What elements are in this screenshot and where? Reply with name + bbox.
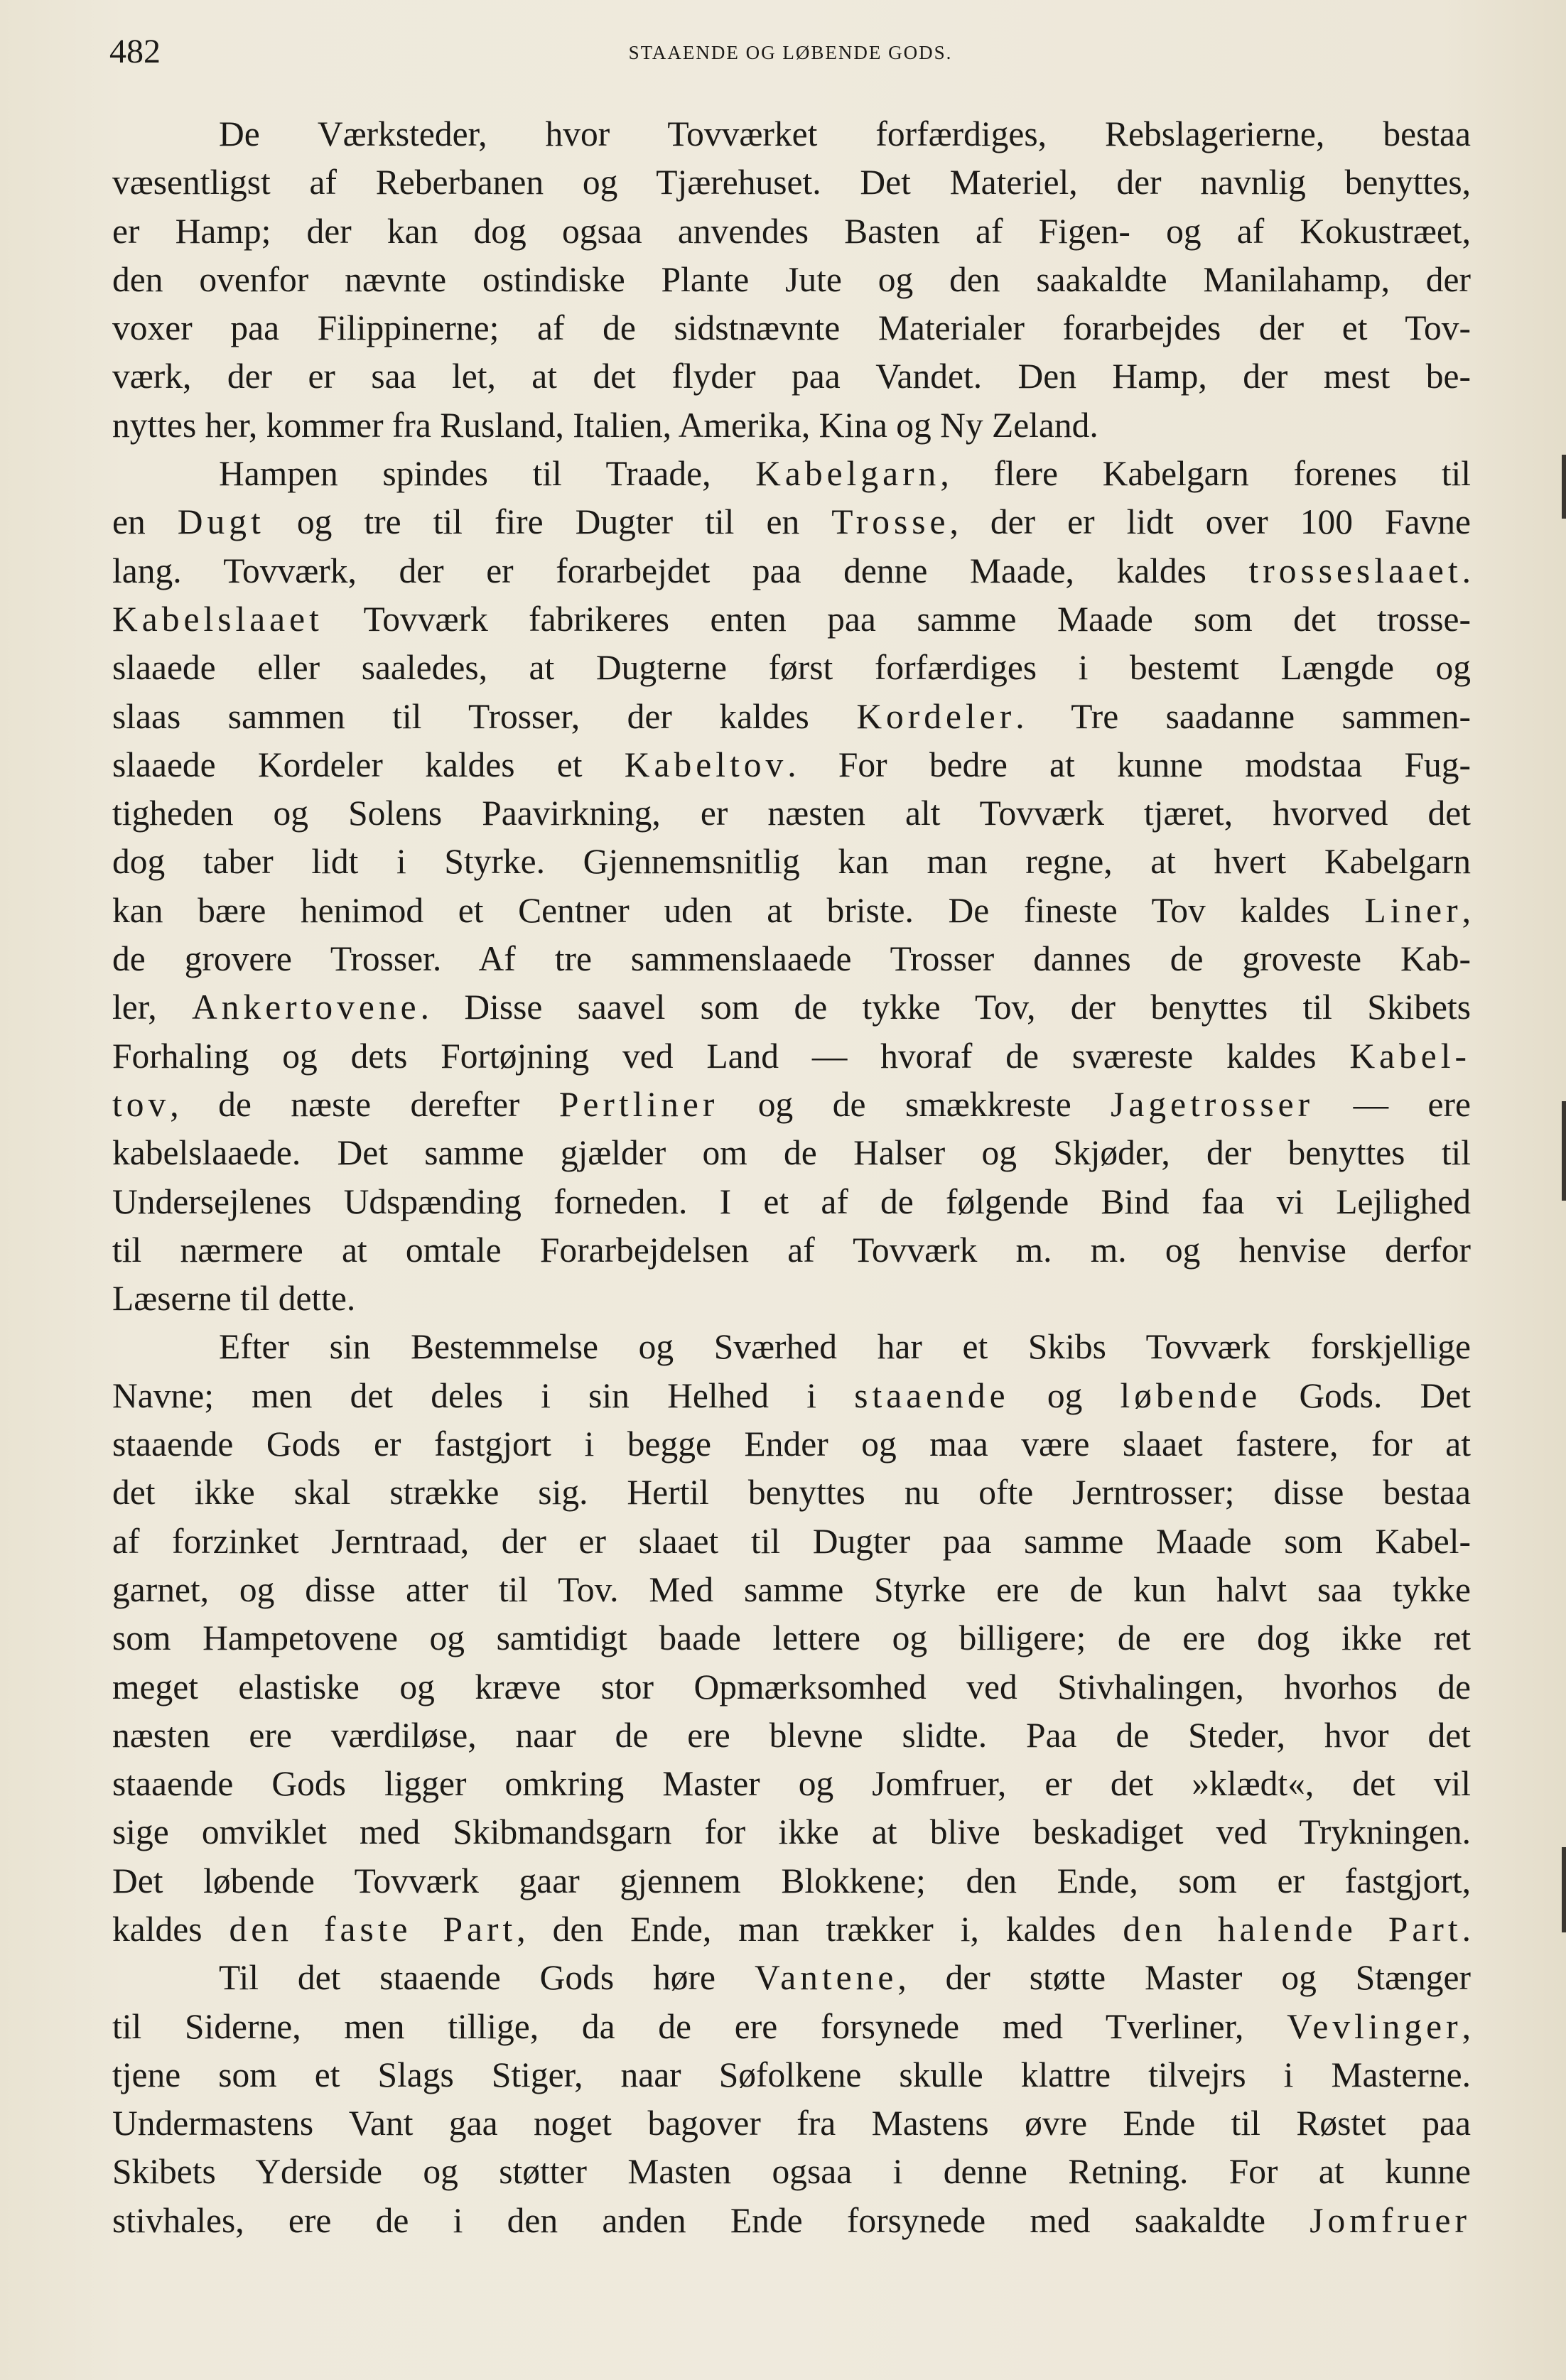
text-line xyxy=(112,352,1471,401)
paragraph xyxy=(112,1323,1471,1954)
text-run: stivhales, ere de i den anden Ende forsynede med saakaldte xyxy=(112,2200,1310,2240)
text-line xyxy=(112,207,1471,256)
text-line xyxy=(112,1663,1471,1711)
spaced-term: Kabelslaaet xyxy=(112,599,323,639)
spaced-term: den halende Part xyxy=(1123,1909,1462,1949)
text-run: Skibets Yderside og støtter Masten ogsaa i denne Retning. For at kunne xyxy=(112,2152,1471,2192)
text-run: den ovenfor nævnte ostindiske Plante Jute og den saakaldte Manilahamp, der xyxy=(112,259,1471,299)
text-run: Tovværk fabrikeres enten paa samme Maade som det trosse- xyxy=(323,599,1471,639)
spaced-term: staaende xyxy=(854,1375,1010,1415)
text-line xyxy=(112,1614,1471,1662)
text-run: Navne; men det deles i sin Helhed i xyxy=(112,1375,855,1415)
text-run: de grovere Trosser. Af tre sammenslaaede Trosser dannes de groveste Kab- xyxy=(112,939,1471,979)
text-run: De Værksteder, hvor Tovværket forfærdiges, Rebslagerierne, bestaa xyxy=(219,114,1471,153)
text-run: kaldes xyxy=(112,1909,230,1949)
text-line xyxy=(112,450,1471,498)
text-line xyxy=(112,595,1471,644)
spaced-term: Kordeler xyxy=(856,696,1016,736)
spaced-term: Vantene xyxy=(754,1958,898,1998)
text-line xyxy=(112,256,1471,304)
text-line xyxy=(112,2003,1471,2051)
text-line xyxy=(112,2051,1471,2099)
text-line xyxy=(112,838,1471,886)
text-line xyxy=(112,1905,1471,1954)
page-header xyxy=(107,27,1474,77)
spaced-term: den faste Part xyxy=(229,1909,517,1949)
page-edge-shadow xyxy=(1562,1847,1566,1932)
text-run: en xyxy=(112,502,178,542)
spaced-term: Ankertovene xyxy=(191,988,421,1027)
text-run: sige omviklet med Skibmandsgarn for ikke at blive beskadiget ved Trykningen. xyxy=(112,1812,1471,1852)
text-line xyxy=(112,1081,1471,1129)
text-run: og de smækkreste xyxy=(718,1084,1111,1124)
text-run: lang. Tovværk, der er forarbejdet paa denne Maade, kaldes xyxy=(112,551,1249,590)
text-line xyxy=(112,110,1471,158)
page-number: 482 xyxy=(109,33,161,70)
text-run: til nærmere at omtale Forarbejdelsen af Tovværk m. m. og henvise derfor xyxy=(112,1230,1471,1270)
text-line xyxy=(112,741,1471,789)
text-run: Undermastens Vant gaa noget bagover fra Mastens øvre Ende til Røstet paa xyxy=(112,2104,1471,2143)
text-run: . xyxy=(1462,551,1471,590)
text-line xyxy=(112,2099,1471,2148)
text-run: , xyxy=(1462,890,1471,930)
text-line xyxy=(112,1372,1471,1420)
text-run: , flere Kabelgarn forenes til xyxy=(940,454,1471,494)
text-run: slaaede eller saaledes, at Dugterne først forfærdiges i bestemt Længde og xyxy=(112,648,1471,688)
text-run: meget elastiske og kræve stor Opmærksomhed ved Stivhalingen, hvorhos de xyxy=(112,1667,1471,1706)
spaced-term: Jomfruer xyxy=(1310,2200,1471,2240)
text-line xyxy=(112,1323,1471,1371)
text-run: . xyxy=(1462,1909,1471,1949)
text-line xyxy=(112,1032,1471,1081)
spaced-term: tov xyxy=(112,1084,171,1124)
text-line xyxy=(112,1226,1471,1275)
text-run: Læserne til dette. xyxy=(112,1279,356,1319)
text-run: og xyxy=(1009,1375,1120,1415)
text-run: Efter sin Bestemmelse og Sværhed har et Skibs Tovværk forskjellige xyxy=(219,1327,1471,1367)
text-line xyxy=(112,693,1471,741)
text-line xyxy=(112,2197,1471,2245)
running-head: STAAENDE OG LØBENDE GODS. xyxy=(628,42,953,63)
spaced-term: Jagetrosser xyxy=(1111,1084,1314,1124)
text-run: , de næste derefter xyxy=(170,1084,559,1124)
text-run: kabelslaaede. Det samme gjælder om de Halser og Skjøder, der benyttes til xyxy=(112,1133,1471,1173)
text-run: det ikke skal strække sig. Hertil benyttes nu ofte Jerntrosser; disse bestaa xyxy=(112,1473,1471,1513)
text-run: tjene som et Slags Stiger, naar Søfolkene skulle klattre tilvejrs i Masterne. xyxy=(112,2055,1471,2094)
text-run: Undersejlenes Udspænding forneden. I et af de følgende Bind faa vi Lejlighed xyxy=(112,1181,1471,1221)
text-run: dog taber lidt i Styrke. Gjennemsnitlig kan man regne, at hvert Kabelgarn xyxy=(112,842,1471,882)
text-run: Det løbende Tovværk gaar gjennem Blokkene; den Ende, som er fastgjort, xyxy=(112,1861,1471,1900)
spaced-term: Kabeltov xyxy=(624,745,788,784)
text-line xyxy=(112,1711,1471,1760)
text-line xyxy=(112,498,1471,546)
spaced-term: Pertliner xyxy=(558,1084,719,1124)
text-run: staaende Gods er fastgjort i begge Ender og maa være slaaet fastere, for at xyxy=(112,1424,1471,1464)
text-run: til Siderne, men tillige, da de ere forsynede med Tverliner, xyxy=(112,2006,1287,2046)
text-run: nyttes her, kommer fra Rusland, Italien, Amerika, Kina og Ny Zeland. xyxy=(112,405,1098,445)
text-line xyxy=(112,1518,1471,1566)
paragraph xyxy=(112,110,1471,450)
spaced-term: trosseslaaet xyxy=(1248,551,1462,590)
text-run: som Hampetovene og samtidigt baade lettere og billigere; de ere dog ikke ret xyxy=(112,1618,1471,1658)
text-run: ler, xyxy=(112,988,192,1027)
spaced-term: Trosse xyxy=(831,502,950,542)
text-line xyxy=(112,1954,1471,2002)
spaced-term: Kabel- xyxy=(1349,1036,1471,1076)
page-edge-shadow xyxy=(1562,1101,1566,1201)
text-line xyxy=(112,401,1471,450)
text-line xyxy=(112,1760,1471,1808)
text-line xyxy=(112,1275,1471,1323)
text-line xyxy=(112,2148,1471,2196)
text-run: , der støtte Master og Stænger xyxy=(897,1958,1471,1998)
text-run: kan bære henimod et Centner uden at briste. De fineste Tov kaldes xyxy=(112,890,1365,930)
spaced-term: Dugt xyxy=(177,502,265,542)
text-run: næsten ere værdiløse, naar de ere blevne slidte. Paa de Steder, hvor det xyxy=(112,1715,1471,1755)
text-run: væsentligst af Reberbanen og Tjærehuset. Det Materiel, der navnlig benyttes, xyxy=(112,163,1471,202)
text-line xyxy=(112,887,1471,935)
text-line xyxy=(112,547,1471,595)
page-edge-shadow xyxy=(1562,455,1566,519)
text-line xyxy=(112,158,1471,207)
text-run: Til det staaende Gods høre xyxy=(219,1958,755,1998)
text-run: garnet, og disse atter til Tov. Med samme Styrke ere de kun halvt saa tykke xyxy=(112,1569,1471,1609)
spaced-term: Liner xyxy=(1364,890,1462,930)
text-run: Hampen spindes til Traade, xyxy=(219,454,756,494)
text-run: — ere xyxy=(1314,1084,1471,1124)
text-line xyxy=(112,1857,1471,1905)
paragraph xyxy=(112,450,1471,1323)
text-line xyxy=(112,1468,1471,1517)
body-text xyxy=(112,110,1471,2245)
text-run: og tre til fire Dugter til en xyxy=(264,502,832,542)
text-run: , der er lidt over 100 Favne xyxy=(949,502,1472,542)
text-run: tigheden og Solens Paavirkning, er næsten alt Tovværk tjæret, hvorved det xyxy=(112,794,1471,833)
text-run: . For bedre at kunne modstaa Fug- xyxy=(787,745,1471,784)
spaced-term: Vevlinger xyxy=(1287,2006,1462,2046)
text-line xyxy=(112,644,1471,692)
text-run: er Hamp; der kan dog ogsaa anvendes Basten af Figen- og af Kokustræet, xyxy=(112,211,1471,251)
text-run: staaende Gods ligger omkring Master og Jomfruer, er det »klædt«, det vil xyxy=(112,1764,1471,1804)
text-line xyxy=(112,1178,1471,1226)
spaced-term: Kabelgarn xyxy=(755,454,941,494)
spaced-term: løbende xyxy=(1120,1375,1262,1415)
text-run: værk, der er saa let, at det flyder paa Vandet. Den Hamp, der mest be- xyxy=(112,357,1471,396)
text-run: Forhaling og dets Fortøjning ved Land — hvoraf de sværeste kaldes xyxy=(112,1036,1350,1076)
text-line xyxy=(112,789,1471,838)
text-line xyxy=(112,1566,1471,1614)
text-run: . Tre saadanne sammen- xyxy=(1015,696,1471,736)
text-line xyxy=(112,1129,1471,1177)
text-line xyxy=(112,935,1471,983)
text-run: slaas sammen til Trosser, der kaldes xyxy=(112,696,857,736)
text-run: Gods. Det xyxy=(1261,1375,1472,1415)
text-line xyxy=(112,1420,1471,1468)
text-line xyxy=(112,1808,1471,1856)
text-run: , xyxy=(1462,2006,1471,2046)
text-run: af forzinket Jerntraad, der er slaaet til Dugter paa samme Maade som Kabel- xyxy=(112,1521,1471,1561)
text-run: , den Ende, man trækker i, kaldes xyxy=(517,1909,1123,1949)
text-line xyxy=(112,983,1471,1032)
text-line xyxy=(112,304,1471,352)
text-run: slaaede Kordeler kaldes et xyxy=(112,745,625,784)
text-run: . Disse saavel som de tykke Tov, der benyttes til Skibets xyxy=(420,988,1472,1027)
text-run: voxer paa Filippinerne; af de sidstnævnte Materialer forarbejdes der et Tov- xyxy=(112,308,1471,348)
paragraph xyxy=(112,1954,1471,2245)
